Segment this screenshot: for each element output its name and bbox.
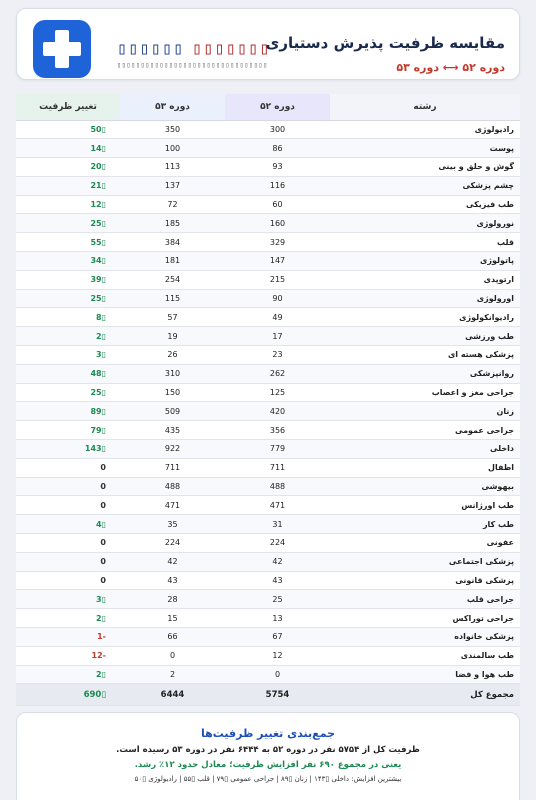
change-cell: ▯25	[16, 289, 120, 308]
period52-cell: 160	[225, 214, 330, 233]
table-row	[16, 458, 520, 477]
change-cell: ▯4	[16, 515, 120, 534]
period52-cell: 43	[225, 571, 330, 590]
period53-cell: 35	[120, 515, 225, 534]
period52-cell: 31	[225, 515, 330, 534]
summary-growth-line: یعنی در مجموع ۶۹۰ نفر افزایش ظرفیت؛ معادل حدود ۱۲٪ رشد.	[134, 760, 402, 770]
change-cell: 0	[16, 552, 120, 571]
table-row	[16, 364, 520, 383]
period52-cell: 215	[225, 270, 330, 289]
table-row	[16, 346, 520, 365]
period52-cell: 23	[225, 346, 330, 365]
table-row	[16, 327, 520, 346]
period52-cell: 60	[225, 195, 330, 214]
table-row	[16, 195, 520, 214]
table-row	[16, 158, 520, 177]
summary-card	[16, 712, 520, 800]
period52-cell: 5754	[225, 684, 330, 706]
field-cell: پاتولوژی	[330, 252, 520, 271]
change-cell: 0	[16, 496, 120, 515]
period52-cell: 356	[225, 421, 330, 440]
table-total-row	[16, 684, 520, 706]
table-row	[16, 421, 520, 440]
change-cell: ▯2	[16, 665, 120, 684]
field-cell: رادیوانکولوژی	[330, 308, 520, 327]
period52-cell: 300	[225, 120, 330, 139]
period53-cell: 509	[120, 402, 225, 421]
page-subtitle: دوره ۵۲ ⟷ دوره ۵۳	[396, 61, 505, 74]
field-cell: پزشکی قانونی	[330, 571, 520, 590]
field-cell: بیهوشی	[330, 477, 520, 496]
field-cell: اورولوژی	[330, 289, 520, 308]
table-body	[16, 120, 520, 706]
summary-top-increases: بیشترین افزایش: داخلی ▯۱۴۳ | زنان ▯۸۹ | جراحی عمومی ▯۷۹ | قلب ▯۵۵ | رادیولوژی ▯۵۰	[134, 775, 402, 783]
period52-cell: 13	[225, 609, 330, 628]
header-period53: دوره ۵۳	[120, 94, 225, 120]
change-cell: ▯2	[16, 609, 120, 628]
table-row	[16, 496, 520, 515]
field-cell: طب ورزشی	[330, 327, 520, 346]
field-cell: طب کار	[330, 515, 520, 534]
period52-cell: 12	[225, 646, 330, 665]
change-cell: ▯2	[16, 327, 120, 346]
period52-cell: 90	[225, 289, 330, 308]
table-row	[16, 383, 520, 402]
period52-cell: 224	[225, 534, 330, 553]
period53-cell: 350	[120, 120, 225, 139]
period53-cell: 922	[120, 440, 225, 459]
period52-cell: 116	[225, 176, 330, 195]
period52-cell: 779	[225, 440, 330, 459]
brand-subtext: ▯▯▯▯▯▯▯▯▯▯▯▯▯▯▯▯▯▯▯▯▯▯▯▯▯▯▯▯▯▯▯▯	[117, 61, 268, 69]
field-cell: روانپزشکی	[330, 364, 520, 383]
field-cell: گوش و حلق و بینی	[330, 158, 520, 177]
period53-cell: 711	[120, 458, 225, 477]
change-cell: ▯20	[16, 158, 120, 177]
change-cell: 0	[16, 534, 120, 553]
change-cell: ▯25	[16, 383, 120, 402]
field-cell: مجموع کل	[330, 684, 520, 706]
field-cell: رادیولوژی	[330, 120, 520, 139]
period53-cell: 0	[120, 646, 225, 665]
field-cell: پزشکی خانواده	[330, 628, 520, 647]
table-row	[16, 440, 520, 459]
page-title: مقایسه ظرفیت پذیرش دستیاری	[265, 34, 505, 52]
change-cell: -1	[16, 628, 120, 647]
field-cell: جراحی مغز و اعصاب	[330, 383, 520, 402]
table-row	[16, 552, 520, 571]
change-cell: 0	[16, 458, 120, 477]
period52-cell: 147	[225, 252, 330, 271]
period53-cell: 435	[120, 421, 225, 440]
change-cell: ▯55	[16, 233, 120, 252]
table-row	[16, 590, 520, 609]
period52-cell: 42	[225, 552, 330, 571]
change-cell: ▯3	[16, 590, 120, 609]
field-cell: جراحی توراکس	[330, 609, 520, 628]
period53-cell: 150	[120, 383, 225, 402]
period53-cell: 43	[120, 571, 225, 590]
table-row	[16, 308, 520, 327]
field-cell: طب فیزیکی	[330, 195, 520, 214]
field-cell: زنان	[330, 402, 520, 421]
period52-cell: 17	[225, 327, 330, 346]
field-cell: چشم پزشکی	[330, 176, 520, 195]
summary-total-line: ظرفیت کل از ۵۷۵۴ نفر در دوره ۵۲ به ۶۴۴۴ نفر در دوره ۵۳ رسیده است.	[116, 745, 420, 755]
change-cell: ▯8	[16, 308, 120, 327]
header-card	[16, 8, 520, 80]
field-cell: اطفال	[330, 458, 520, 477]
period53-cell: 2	[120, 665, 225, 684]
field-cell: داخلی	[330, 440, 520, 459]
period53-cell: 19	[120, 327, 225, 346]
period52-cell: 125	[225, 383, 330, 402]
field-cell: طب هوا و فضا	[330, 665, 520, 684]
period53-cell: 57	[120, 308, 225, 327]
period53-cell: 113	[120, 158, 225, 177]
table-row	[16, 252, 520, 271]
period53-cell: 137	[120, 176, 225, 195]
period53-cell: 15	[120, 609, 225, 628]
period52-cell: 262	[225, 364, 330, 383]
table-row	[16, 534, 520, 553]
change-cell: ▯12	[16, 195, 120, 214]
change-cell: 0	[16, 477, 120, 496]
table-row	[16, 233, 520, 252]
period53-cell: 254	[120, 270, 225, 289]
period52-cell: 25	[225, 590, 330, 609]
period53-cell: 26	[120, 346, 225, 365]
period52-cell: 488	[225, 477, 330, 496]
change-cell: ▯14	[16, 139, 120, 158]
change-cell: 0	[16, 571, 120, 590]
header-period52: دوره ۵۲	[225, 94, 330, 120]
change-cell: ▯79	[16, 421, 120, 440]
brand-name-part2: ▯▯▯▯▯▯▯	[192, 39, 271, 59]
change-cell: -12	[16, 646, 120, 665]
table-row	[16, 571, 520, 590]
period53-cell: 66	[120, 628, 225, 647]
period53-cell: 115	[120, 289, 225, 308]
period52-cell: 49	[225, 308, 330, 327]
change-cell: ▯143	[16, 440, 120, 459]
medical-cross-icon	[33, 20, 91, 78]
period52-cell: 67	[225, 628, 330, 647]
field-cell: پوست	[330, 139, 520, 158]
change-cell: ▯3	[16, 346, 120, 365]
change-cell: ▯39	[16, 270, 120, 289]
field-cell: قلب	[330, 233, 520, 252]
table-row	[16, 214, 520, 233]
period53-cell: 42	[120, 552, 225, 571]
table-header-row	[16, 94, 520, 120]
change-cell: ▯89	[16, 402, 120, 421]
table-row	[16, 120, 520, 139]
field-cell: طب سالمندی	[330, 646, 520, 665]
table-row	[16, 609, 520, 628]
period53-cell: 488	[120, 477, 225, 496]
field-cell: نورولوژی	[330, 214, 520, 233]
change-cell: ▯48	[16, 364, 120, 383]
header-change: تغییر ظرفیت	[16, 94, 120, 120]
period53-cell: 100	[120, 139, 225, 158]
field-cell: جراحی قلب	[330, 590, 520, 609]
summary-title: جمع‌بندی تغییر ظرفیت‌ها	[201, 727, 335, 740]
change-cell: ▯21	[16, 176, 120, 195]
period52-cell: 329	[225, 233, 330, 252]
table-row	[16, 646, 520, 665]
field-cell: پزشکی اجتماعی	[330, 552, 520, 571]
table-row	[16, 289, 520, 308]
field-cell: پزشکی هسته ای	[330, 346, 520, 365]
period52-cell: 0	[225, 665, 330, 684]
period52-cell: 86	[225, 139, 330, 158]
period52-cell: 93	[225, 158, 330, 177]
period52-cell: 420	[225, 402, 330, 421]
change-cell: ▯25	[16, 214, 120, 233]
table-row	[16, 139, 520, 158]
period52-cell: 471	[225, 496, 330, 515]
period53-cell: 185	[120, 214, 225, 233]
table-row	[16, 515, 520, 534]
table-row	[16, 270, 520, 289]
period53-cell: 28	[120, 590, 225, 609]
period53-cell: 310	[120, 364, 225, 383]
table-row	[16, 665, 520, 684]
table-row	[16, 477, 520, 496]
field-cell: جراحی عمومی	[330, 421, 520, 440]
table-row	[16, 628, 520, 647]
brand-name-part1: ▯▯▯▯▯▯	[117, 39, 185, 59]
table-row	[16, 176, 520, 195]
field-cell: عفونی	[330, 534, 520, 553]
period53-cell: 384	[120, 233, 225, 252]
field-cell: طب اورژانس	[330, 496, 520, 515]
period53-cell: 6444	[120, 684, 225, 706]
period53-cell: 72	[120, 195, 225, 214]
field-cell: ارتوپدی	[330, 270, 520, 289]
change-cell: ▯690	[16, 684, 120, 706]
comparison-table-container	[16, 94, 520, 706]
period53-cell: 471	[120, 496, 225, 515]
change-cell: ▯50	[16, 120, 120, 139]
header-field: رشته	[330, 94, 520, 120]
period53-cell: 224	[120, 534, 225, 553]
table-row	[16, 402, 520, 421]
comparison-table	[16, 94, 520, 706]
period53-cell: 181	[120, 252, 225, 271]
period52-cell: 711	[225, 458, 330, 477]
change-cell: ▯34	[16, 252, 120, 271]
